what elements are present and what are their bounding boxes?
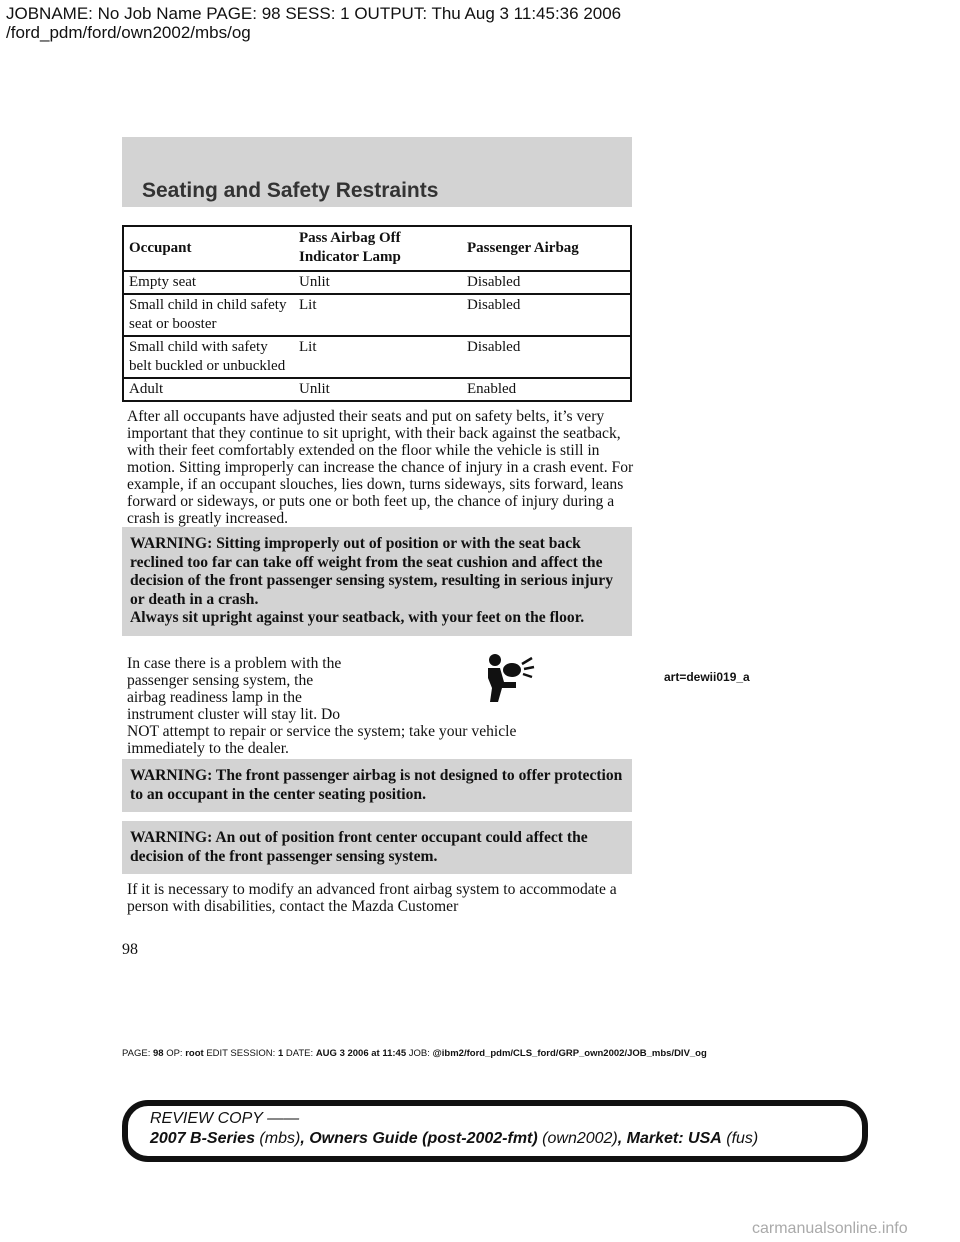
art-reference-label: art=dewii019_a <box>664 670 750 684</box>
warning-text: Always sit upright against your seatback, with your feet on the floor. <box>130 609 585 626</box>
footer-date-value: AUG 3 2006 at 11:45 <box>315 1048 407 1059</box>
job-header-line2: /ford_pdm/ford/own2002/mbs/og <box>6 23 251 42</box>
footer-job-value: @ibm2/ford_pdm/CLS_ford/GRP_own2002/JOB_mbs/DIV_og <box>432 1048 707 1059</box>
warning-box-out-of-position <box>122 821 632 874</box>
cell-airbag: Disabled <box>462 294 631 336</box>
header-indicator-lamp: Pass Airbag Off Indicator Lamp <box>294 226 462 271</box>
warning-text: WARNING: An out of position front center occupant could affect the decision of the front passenger sensing system. <box>130 829 588 865</box>
cell-airbag: Disabled <box>462 271 631 294</box>
review-copy-box <box>122 1100 868 1162</box>
cell-occupant: Small child in child safety seat or booster <box>123 294 294 336</box>
paragraph-line: passenger sensing system, the <box>127 672 314 689</box>
paragraph-line: In case there is a problem with the <box>127 655 342 672</box>
footer-session-label: EDIT SESSION: <box>206 1048 276 1059</box>
footer-job-label: JOB: <box>408 1048 430 1059</box>
cell-occupant: Adult <box>123 378 294 401</box>
cell-lamp: Lit <box>294 294 462 336</box>
review-market-label: , Market: <box>617 1130 684 1147</box>
table-row <box>123 271 631 294</box>
review-guide-code: (own2002) <box>542 1130 618 1147</box>
paragraph-line: instrument cluster will stay lit. Do <box>127 706 341 723</box>
paragraph-line: immediately to the dealer. <box>127 740 289 757</box>
cell-lamp: Lit <box>294 336 462 378</box>
paragraph-disabilities: If it is necessary to modify an advanced front airbag system to accommodate a person with disabilities, contact the Mazda Customer <box>127 881 617 915</box>
footer-session-value: 1 <box>277 1048 284 1059</box>
review-separator: , <box>300 1130 305 1147</box>
warning-text: WARNING: Sitting improperly out of position or with the seat back reclined too far can take off weight from the seat cushion and affect the decision of the front passenger sensing system, resulting in serious injury or death in a crash. <box>130 535 614 608</box>
footer-op-label: OP: <box>166 1048 183 1059</box>
review-market: USA <box>688 1130 722 1147</box>
warning-text: WARNING: The front passenger airbag is not designed to offer protection to an occupant in the center seating position. <box>130 767 623 803</box>
cell-lamp: Unlit <box>294 378 462 401</box>
cell-occupant: Empty seat <box>123 271 294 294</box>
header-occupant: Occupant <box>123 226 294 271</box>
section-title: Seating and Safety Restraints <box>142 179 439 202</box>
paragraph-line: airbag readiness lamp in the <box>127 689 302 706</box>
table-row <box>123 294 631 336</box>
airbag-readiness-icon <box>480 652 536 708</box>
cell-airbag: Enabled <box>462 378 631 401</box>
airbag-status-table <box>122 225 632 402</box>
footer-job-info <box>122 1048 707 1059</box>
section-title-band <box>122 137 632 207</box>
review-copy-label: REVIEW COPY —— <box>150 1110 300 1127</box>
warning-box-sitting <box>122 527 632 636</box>
review-model: 2007 B-Series <box>150 1130 255 1147</box>
table-row <box>123 336 631 378</box>
page-number: 98 <box>122 941 138 958</box>
footer-date-label: DATE: <box>285 1048 314 1059</box>
paragraph-sensing-problem <box>127 655 637 757</box>
review-market-code: (fus) <box>726 1130 759 1147</box>
review-copy-details <box>150 1130 758 1148</box>
watermark: carmanualsonline.info <box>752 1220 908 1237</box>
review-model-code: (mbs) <box>259 1130 301 1147</box>
paragraph-line: NOT attempt to repair or service the system; take your vehicle <box>127 723 517 740</box>
header-passenger-airbag: Passenger Airbag <box>462 226 631 271</box>
job-header-line1: JOBNAME: No Job Name PAGE: 98 SESS: 1 OUTPUT: Thu Aug 3 11:45:36 2006 <box>6 4 622 23</box>
table-row <box>123 378 631 401</box>
warning-box-center-seat <box>122 759 632 812</box>
cell-airbag: Disabled <box>462 336 631 378</box>
review-guide: Owners Guide (post-2002-fmt) <box>309 1130 538 1147</box>
footer-op-value: root <box>185 1048 204 1059</box>
footer-page-label: PAGE: <box>122 1048 151 1059</box>
footer-page-value: 98 <box>152 1048 164 1059</box>
paragraph-sitting-upright: After all occupants have adjusted their seats and put on safety belts, it’s very important that they continue to sit upright, with their back against the seatback, with their feet comfortably extended on the floor while the vehicle is still in motion. Sitting improperly can increase the chance of injury in a crash event. For example, if an occupant slouches, lies down, turns sideways, sits forward, leans forward or sideways, or puts one or both feet up, the chance of injury during a crash is greatly increased. <box>127 408 634 527</box>
table-header-row <box>123 226 631 271</box>
cell-occupant: Small child with safety belt buckled or unbuckled <box>123 336 294 378</box>
cell-lamp: Unlit <box>294 271 462 294</box>
job-header <box>6 4 946 42</box>
